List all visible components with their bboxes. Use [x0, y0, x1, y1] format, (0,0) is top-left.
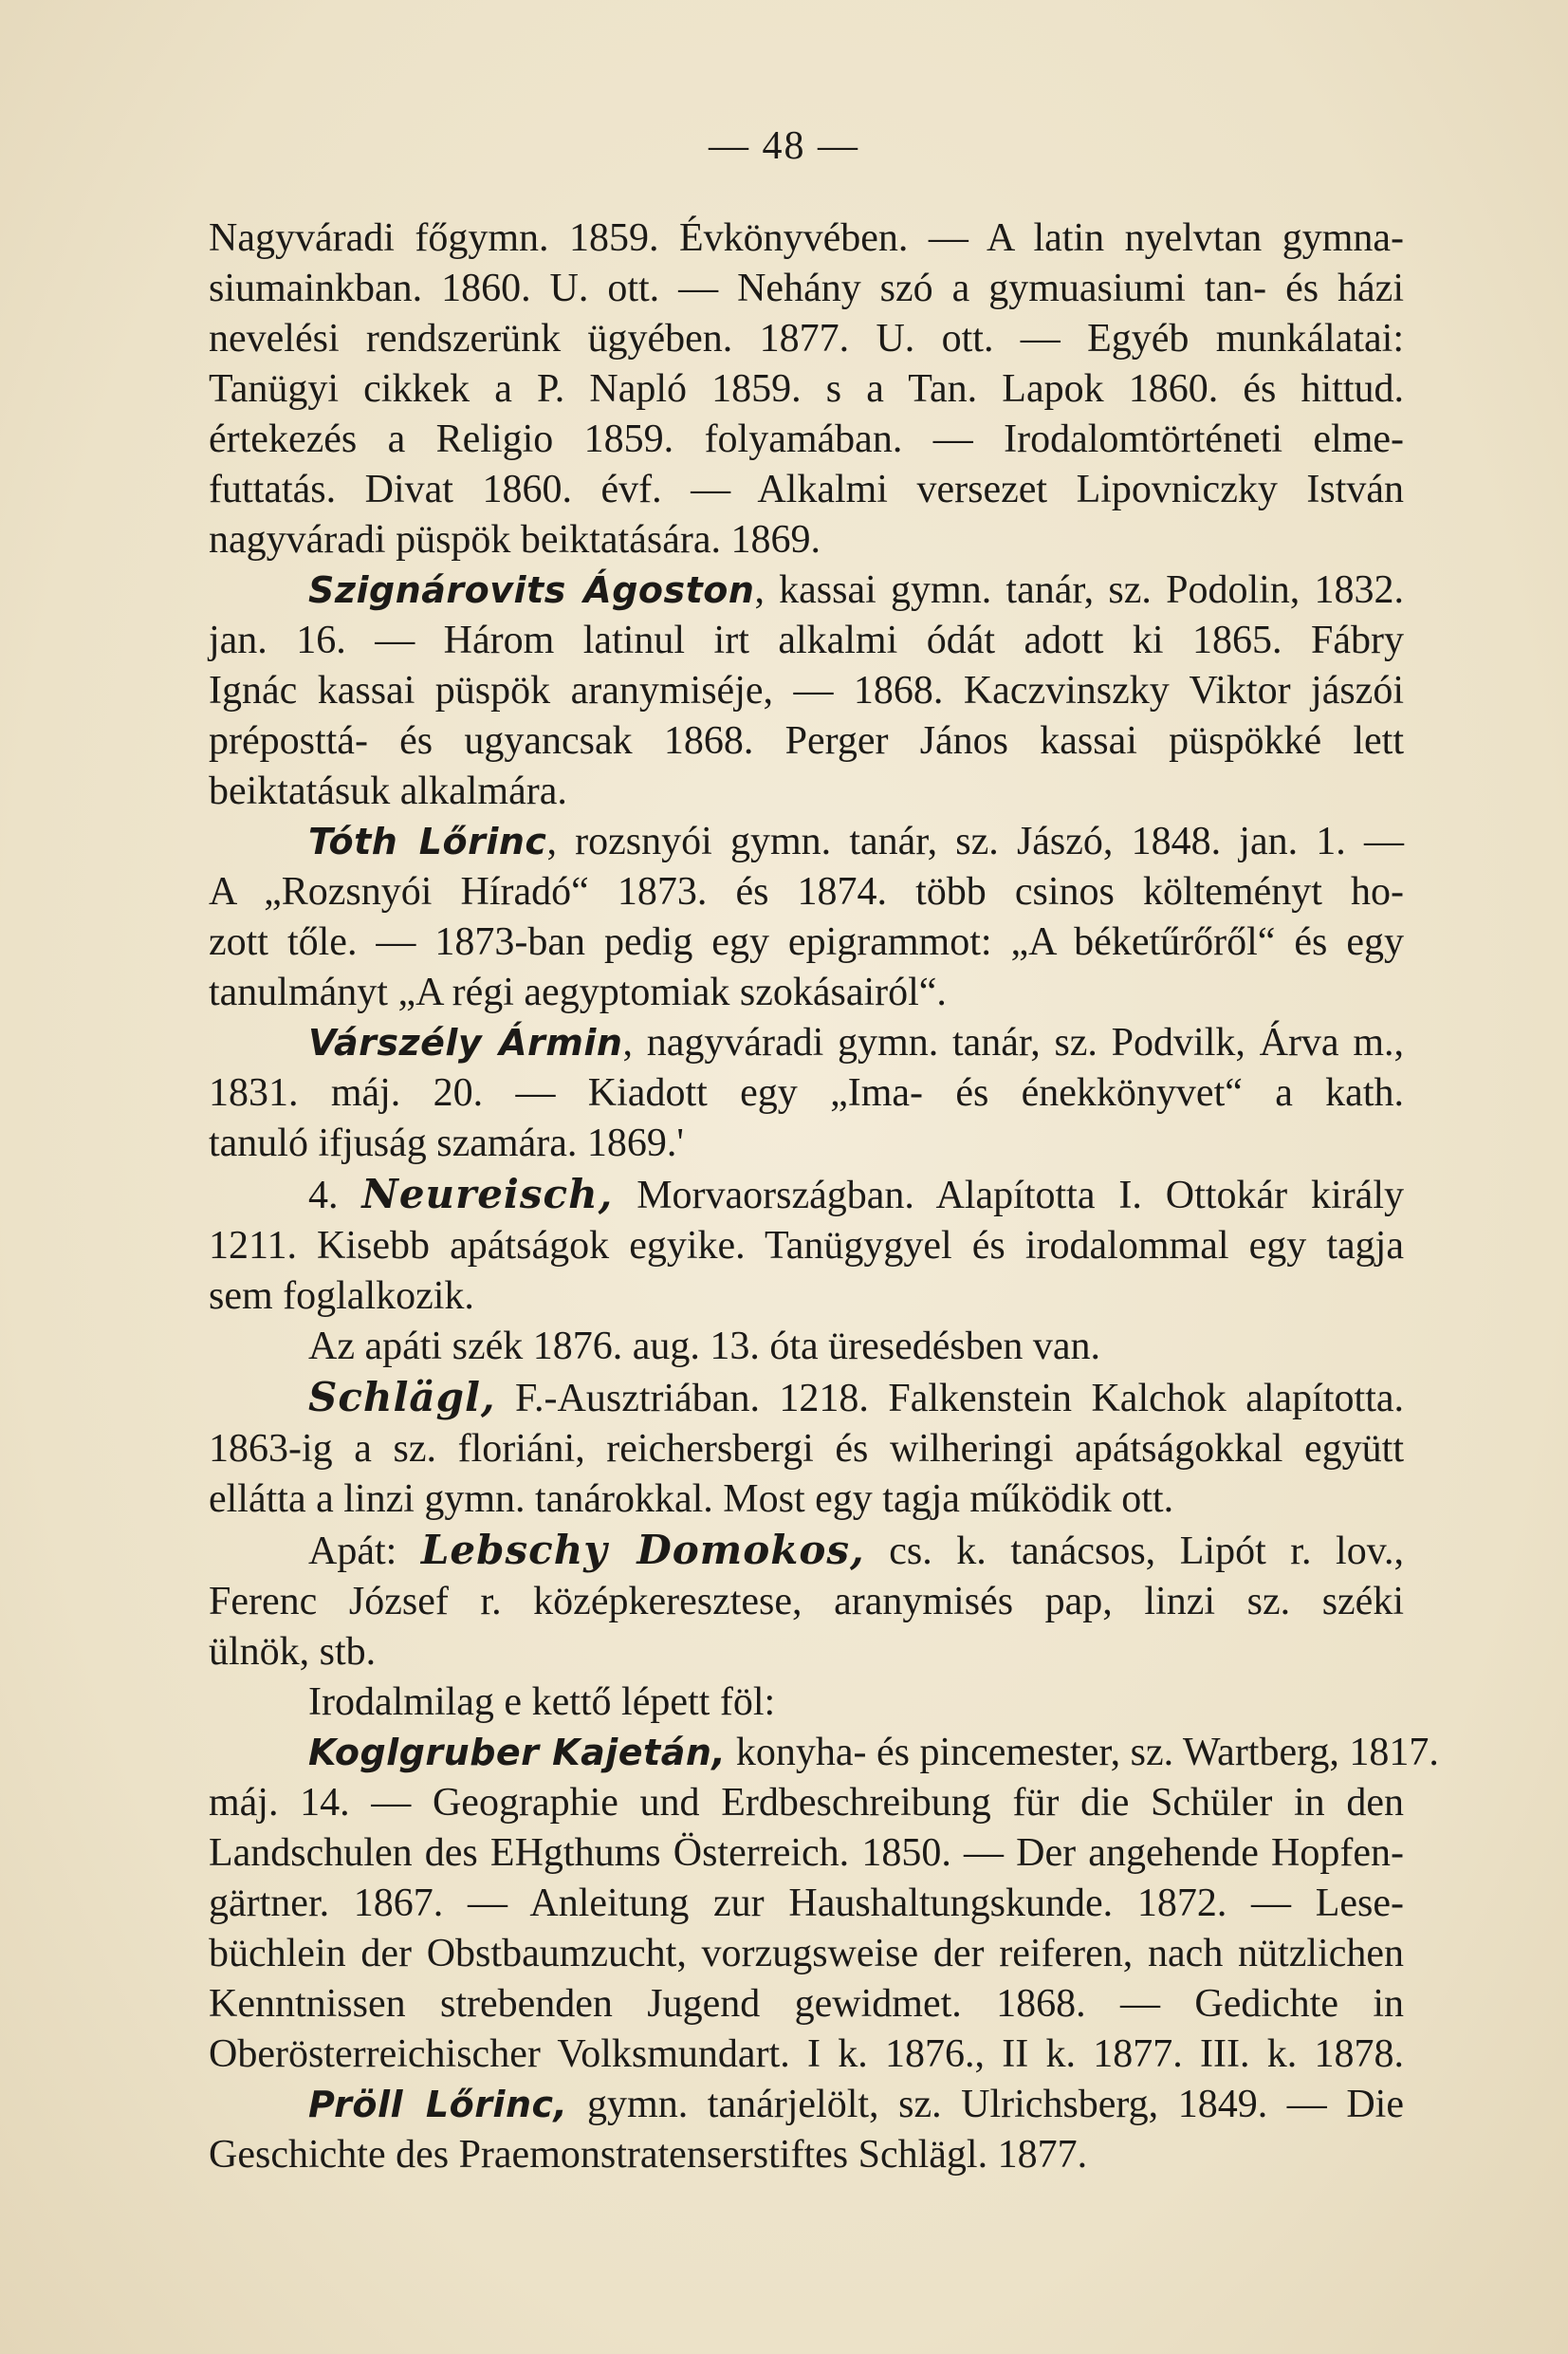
- emphasized-name: Szignárovits Ágoston: [308, 569, 755, 611]
- text-segment: Ignác kassai püspök aranymiséje, — 1868. Kaczvinszky Viktor jászói: [209, 669, 1404, 713]
- text-line: [209, 1119, 1404, 1169]
- emphasized-name: Várszély Ármin: [308, 1022, 623, 1064]
- text-line: [209, 364, 1404, 415]
- text-line: [209, 1372, 1404, 1424]
- text-line: [209, 968, 1404, 1018]
- text-line: [209, 918, 1404, 968]
- text-segment: siumainkban. 1860. U. ott. — Nehány szó a gymuasiumi tan- és házi: [209, 267, 1404, 310]
- text-segment: préposttá- és ugyancsak 1868. Perger János kassai püspökké lett: [209, 719, 1404, 763]
- text-segment: nevelési rendszerünk ügyében. 1877. U. ott. — Egyéb munkálatai:: [209, 317, 1404, 361]
- text-line: [209, 817, 1404, 867]
- text-line: [209, 867, 1404, 918]
- emphasized-name: Tóth Lőrinc: [308, 821, 547, 862]
- text-line: [209, 1424, 1404, 1474]
- text-line: [209, 1068, 1404, 1119]
- text-segment: tanuló ifjuság szamára. 1869.': [209, 1121, 684, 1165]
- text-line: [209, 1627, 1404, 1677]
- text-line: [209, 2080, 1404, 2130]
- text-segment: Az apáti szék 1876. aug. 13. óta üresedésben van.: [308, 1325, 1101, 1368]
- text-segment: 1831. máj. 20. — Kiadott egy „Ima- és énekkönyvet“ a kath.: [209, 1071, 1404, 1115]
- text-segment: Nagyváradi főgymn. 1859. Évkönyvében. — A latin nyelvtan gymna-: [209, 216, 1404, 260]
- text-line: [209, 1322, 1404, 1372]
- text-segment: ellátta a linzi gymn. tanárokkal. Most egy tagja működik ott.: [209, 1477, 1174, 1521]
- text-line: [209, 1525, 1404, 1577]
- text-line: [209, 1221, 1404, 1271]
- text-line: [209, 716, 1404, 767]
- page-number: — 48 —: [709, 124, 859, 168]
- text-line: [209, 1474, 1404, 1525]
- text-segment: , kassai gymn. tanár, sz. Podolin, 1832.: [754, 568, 1405, 612]
- text-line: [209, 1169, 1404, 1221]
- text-segment: sem foglalkozik.: [209, 1274, 474, 1318]
- text-line: [209, 565, 1404, 616]
- text-segment: 4.: [308, 1174, 362, 1217]
- text-line: [209, 1577, 1404, 1627]
- text-segment: Apát:: [308, 1529, 421, 1573]
- text-segment: Geschichte des Praemonstratenserstiftes Schlägl. 1877.: [209, 2133, 1088, 2177]
- text-segment: zott tőle. — 1873-ban pedig egy epigrammot: „A béketűrőről“ és egy: [209, 920, 1404, 964]
- text-line: [209, 666, 1404, 716]
- text-line: [209, 465, 1404, 515]
- text-segment: Morvaországban. Alapította I. Ottokár király: [613, 1174, 1404, 1217]
- text-segment: A „Rozsnyói Híradó“ 1873. és 1874. több csinos költeményt ho-: [209, 870, 1404, 914]
- text-line: [209, 616, 1404, 666]
- text-segment: Irodalmilag e kettő lépett föl:: [308, 1680, 776, 1724]
- text-segment: ülnök, stb.: [209, 1630, 377, 1674]
- text-segment: , rozsnyói gymn. tanár, sz. Jászó, 1848. jan. 1. —: [546, 820, 1404, 863]
- text-segment: cs. k. tanácsos, Lipót r. lov.,: [864, 1529, 1404, 1573]
- text-segment: büchlein der Obstbaumzucht, vorzugsweise der reiferen, nach nützlichen: [209, 1932, 1404, 1975]
- text-segment: konyha- és pincemester, sz. Wartberg, 1817.: [726, 1731, 1439, 1774]
- text-segment: Ferenc József r. középkeresztese, aranymisés pap, linzi sz. széki: [209, 1580, 1404, 1623]
- text-line: [209, 1018, 1404, 1068]
- emphasized-name: Pröll Lőrinc,: [308, 2084, 568, 2125]
- text-segment: 1863-ig a sz. floriáni, reichersbergi és wilheringi apátságokkal együtt: [209, 1427, 1404, 1471]
- text-line: [209, 1271, 1404, 1322]
- text-line: [209, 2030, 1404, 2080]
- text-segment: beiktatásuk alkalmára.: [209, 769, 567, 813]
- text-line: [209, 1879, 1404, 1929]
- text-segment: Landschulen des EHgthums Österreich. 1850. — Der angehende Hopfen-: [209, 1831, 1404, 1875]
- text-line: [209, 515, 1404, 565]
- text-line: [209, 1728, 1439, 1778]
- text-segment: , nagyváradi gymn. tanár, sz. Podvilk, Árva m.,: [622, 1021, 1404, 1065]
- emphasized-name: Koglgruber Kajetán,: [308, 1732, 727, 1773]
- body-text: [209, 213, 1439, 2180]
- text-line: [209, 2130, 1404, 2180]
- text-line: [209, 415, 1404, 465]
- emphasized-name: Lebschy Domokos,: [420, 1527, 865, 1573]
- text-line: [209, 1778, 1404, 1828]
- text-segment: 1211. Kisebb apátságok egyike. Tanügygyel és irodalommal egy tagja: [209, 1224, 1404, 1268]
- text-line: [209, 1929, 1404, 1979]
- text-segment: máj. 14. — Geographie und Erdbeschreibung für die Schüler in den: [209, 1781, 1404, 1825]
- text-line: [209, 767, 1404, 817]
- text-segment: jan. 16. — Három latinul irt alkalmi ódát adott ki 1865. Fábry: [209, 619, 1404, 662]
- emphasized-name: Neureisch,: [361, 1171, 614, 1217]
- text-segment: tanulmányt „A régi aegyptomiak szokásairól“.: [209, 971, 947, 1014]
- text-line: [209, 264, 1404, 314]
- text-segment: gärtner. 1867. — Anleitung zur Haushaltungskunde. 1872. — Lese-: [209, 1881, 1404, 1925]
- text-segment: nagyváradi püspök beiktatására. 1869.: [209, 518, 821, 562]
- text-line: [209, 213, 1404, 264]
- text-segment: F.-Ausztriában. 1218. Falkenstein Kalchok alapította.: [495, 1377, 1404, 1420]
- emphasized-name: Schlägl,: [308, 1374, 496, 1420]
- text-segment: Oberösterreichischer Volksmundart. I k. 1876., II k. 1877. III. k. 1878.: [209, 2032, 1404, 2076]
- text-line: [209, 1828, 1404, 1879]
- text-segment: értekezés a Religio 1859. folyamában. — Irodalomtörténeti elme-: [209, 417, 1404, 461]
- text-line: [209, 1677, 1404, 1728]
- text-segment: futtatás. Divat 1860. évf. — Alkalmi versezet Lipovniczky István: [209, 468, 1404, 511]
- text-segment: Tanügyi cikkek a P. Napló 1859. s a Tan. Lapok 1860. és hittud.: [209, 367, 1404, 411]
- text-line: [209, 314, 1404, 364]
- text-segment: Kenntnissen strebenden Jugend gewidmet. 1868. — Gedichte in: [209, 1982, 1404, 2026]
- text-line: [209, 1979, 1404, 2030]
- text-segment: gymn. tanárjelölt, sz. Ulrichsberg, 1849. — Die: [567, 2083, 1404, 2126]
